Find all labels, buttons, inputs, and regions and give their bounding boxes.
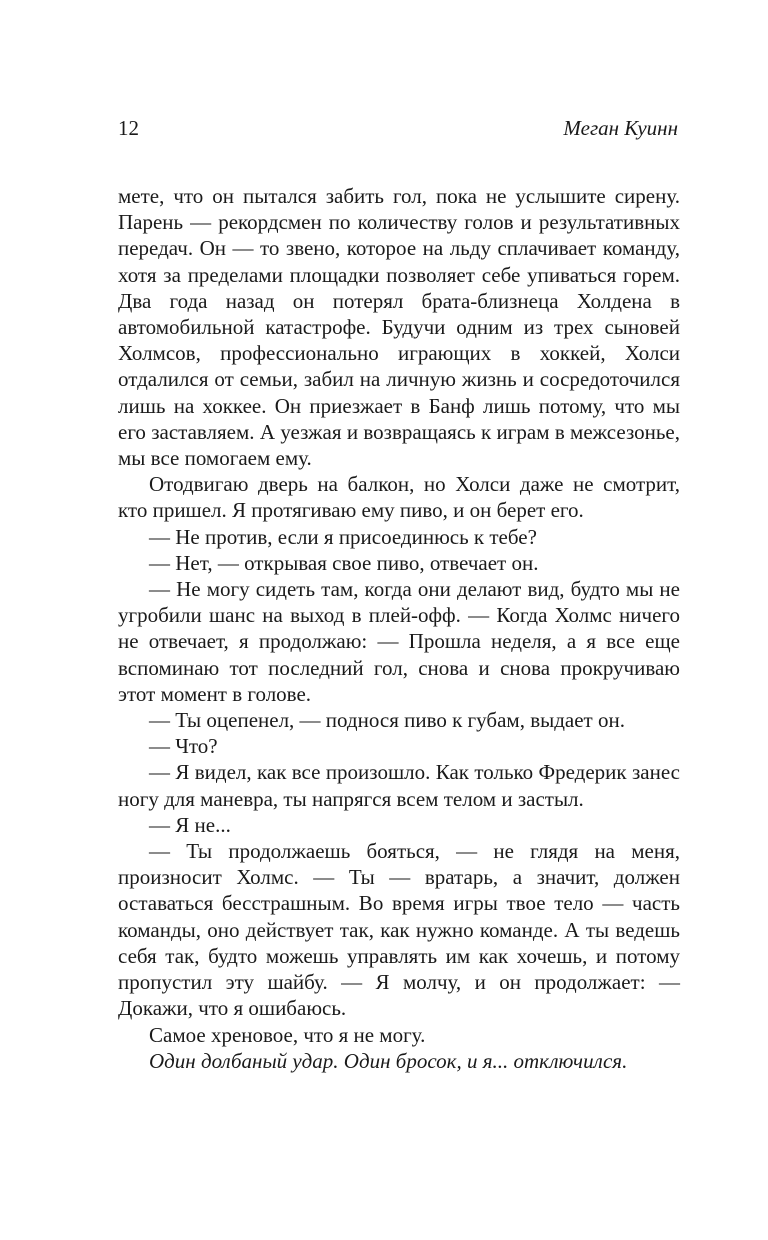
paragraph: Отодвигаю дверь на балкон, но Холси даже не смотрит, кто пришел. Я протягиваю ему пиво, и он берет его. <box>118 472 680 523</box>
dialogue-line: — Я не... <box>149 812 231 837</box>
dialogue-line: — Ты оцепенел, — поднося пиво к губам, выдает он. <box>149 708 625 733</box>
italic-paragraph: Один долбаный удар. Один бросок, и я... отключился. <box>149 1048 628 1073</box>
page-header <box>118 113 678 143</box>
body-text <box>118 183 680 1074</box>
paragraph: мете, что он пытался забить гол, пока не услышите сирену. Парень — рекордсмен по количеству голов и результативных передач. Он — то звено, которое на льду сплачивает команду, хотя за пределами площадки позволяет себе упиваться горем. Два года назад он потерял брата-близнеца Холдена в автомобильной катастрофе. Будучи одним из трех сыновей Холмсов, профессионально играющих в хоккей, Холси отдалился от семьи, забил на личную жизнь и сосредоточился лишь на хоккее. Он приезжает в Банф лишь потому, что мы его заставляем. А уезжая и возвращаясь к играм в межсезонье, мы все помогаем ему. <box>118 184 680 471</box>
dialogue-line: — Не могу сидеть там, когда они делают вид, будто мы не угробили шанс на выход в плей-офф. — Когда Холмс ничего не отвечает, я продолжаю: — Прошла неделя, а я все еще вспоминаю тот последний гол, снова и снова прокручиваю этот момент в голове. <box>118 577 680 706</box>
page-number: 12 <box>118 116 139 140</box>
dialogue-line: — Нет, — открывая свое пиво, отвечает он. <box>149 550 539 575</box>
dialogue-line: — Не против, если я присоединюсь к тебе? <box>149 524 537 549</box>
dialogue-line: — Ты продолжаешь бояться, — не глядя на меня, произносит Холмс. — Ты — вратарь, а значит, должен оставаться бесстрашным. Во время игры твое тело — часть команды, оно действует так, как нужно команде. А ты ведешь себя так, будто можешь управлять им как хочешь, и потому пропустил эту шайбу. — Я молчу, и он продолжает: — Докажи, что я ошибаюсь. <box>118 839 680 1021</box>
paragraph: Самое хреновое, что я не могу. <box>149 1022 426 1047</box>
running-head-author: Меган Куинн <box>563 116 678 140</box>
dialogue-line: — Что? <box>149 734 218 759</box>
dialogue-line: — Я видел, как все произошло. Как только Фредерик занес ногу для маневра, ты напрягся всем телом и застыл. <box>118 760 680 811</box>
